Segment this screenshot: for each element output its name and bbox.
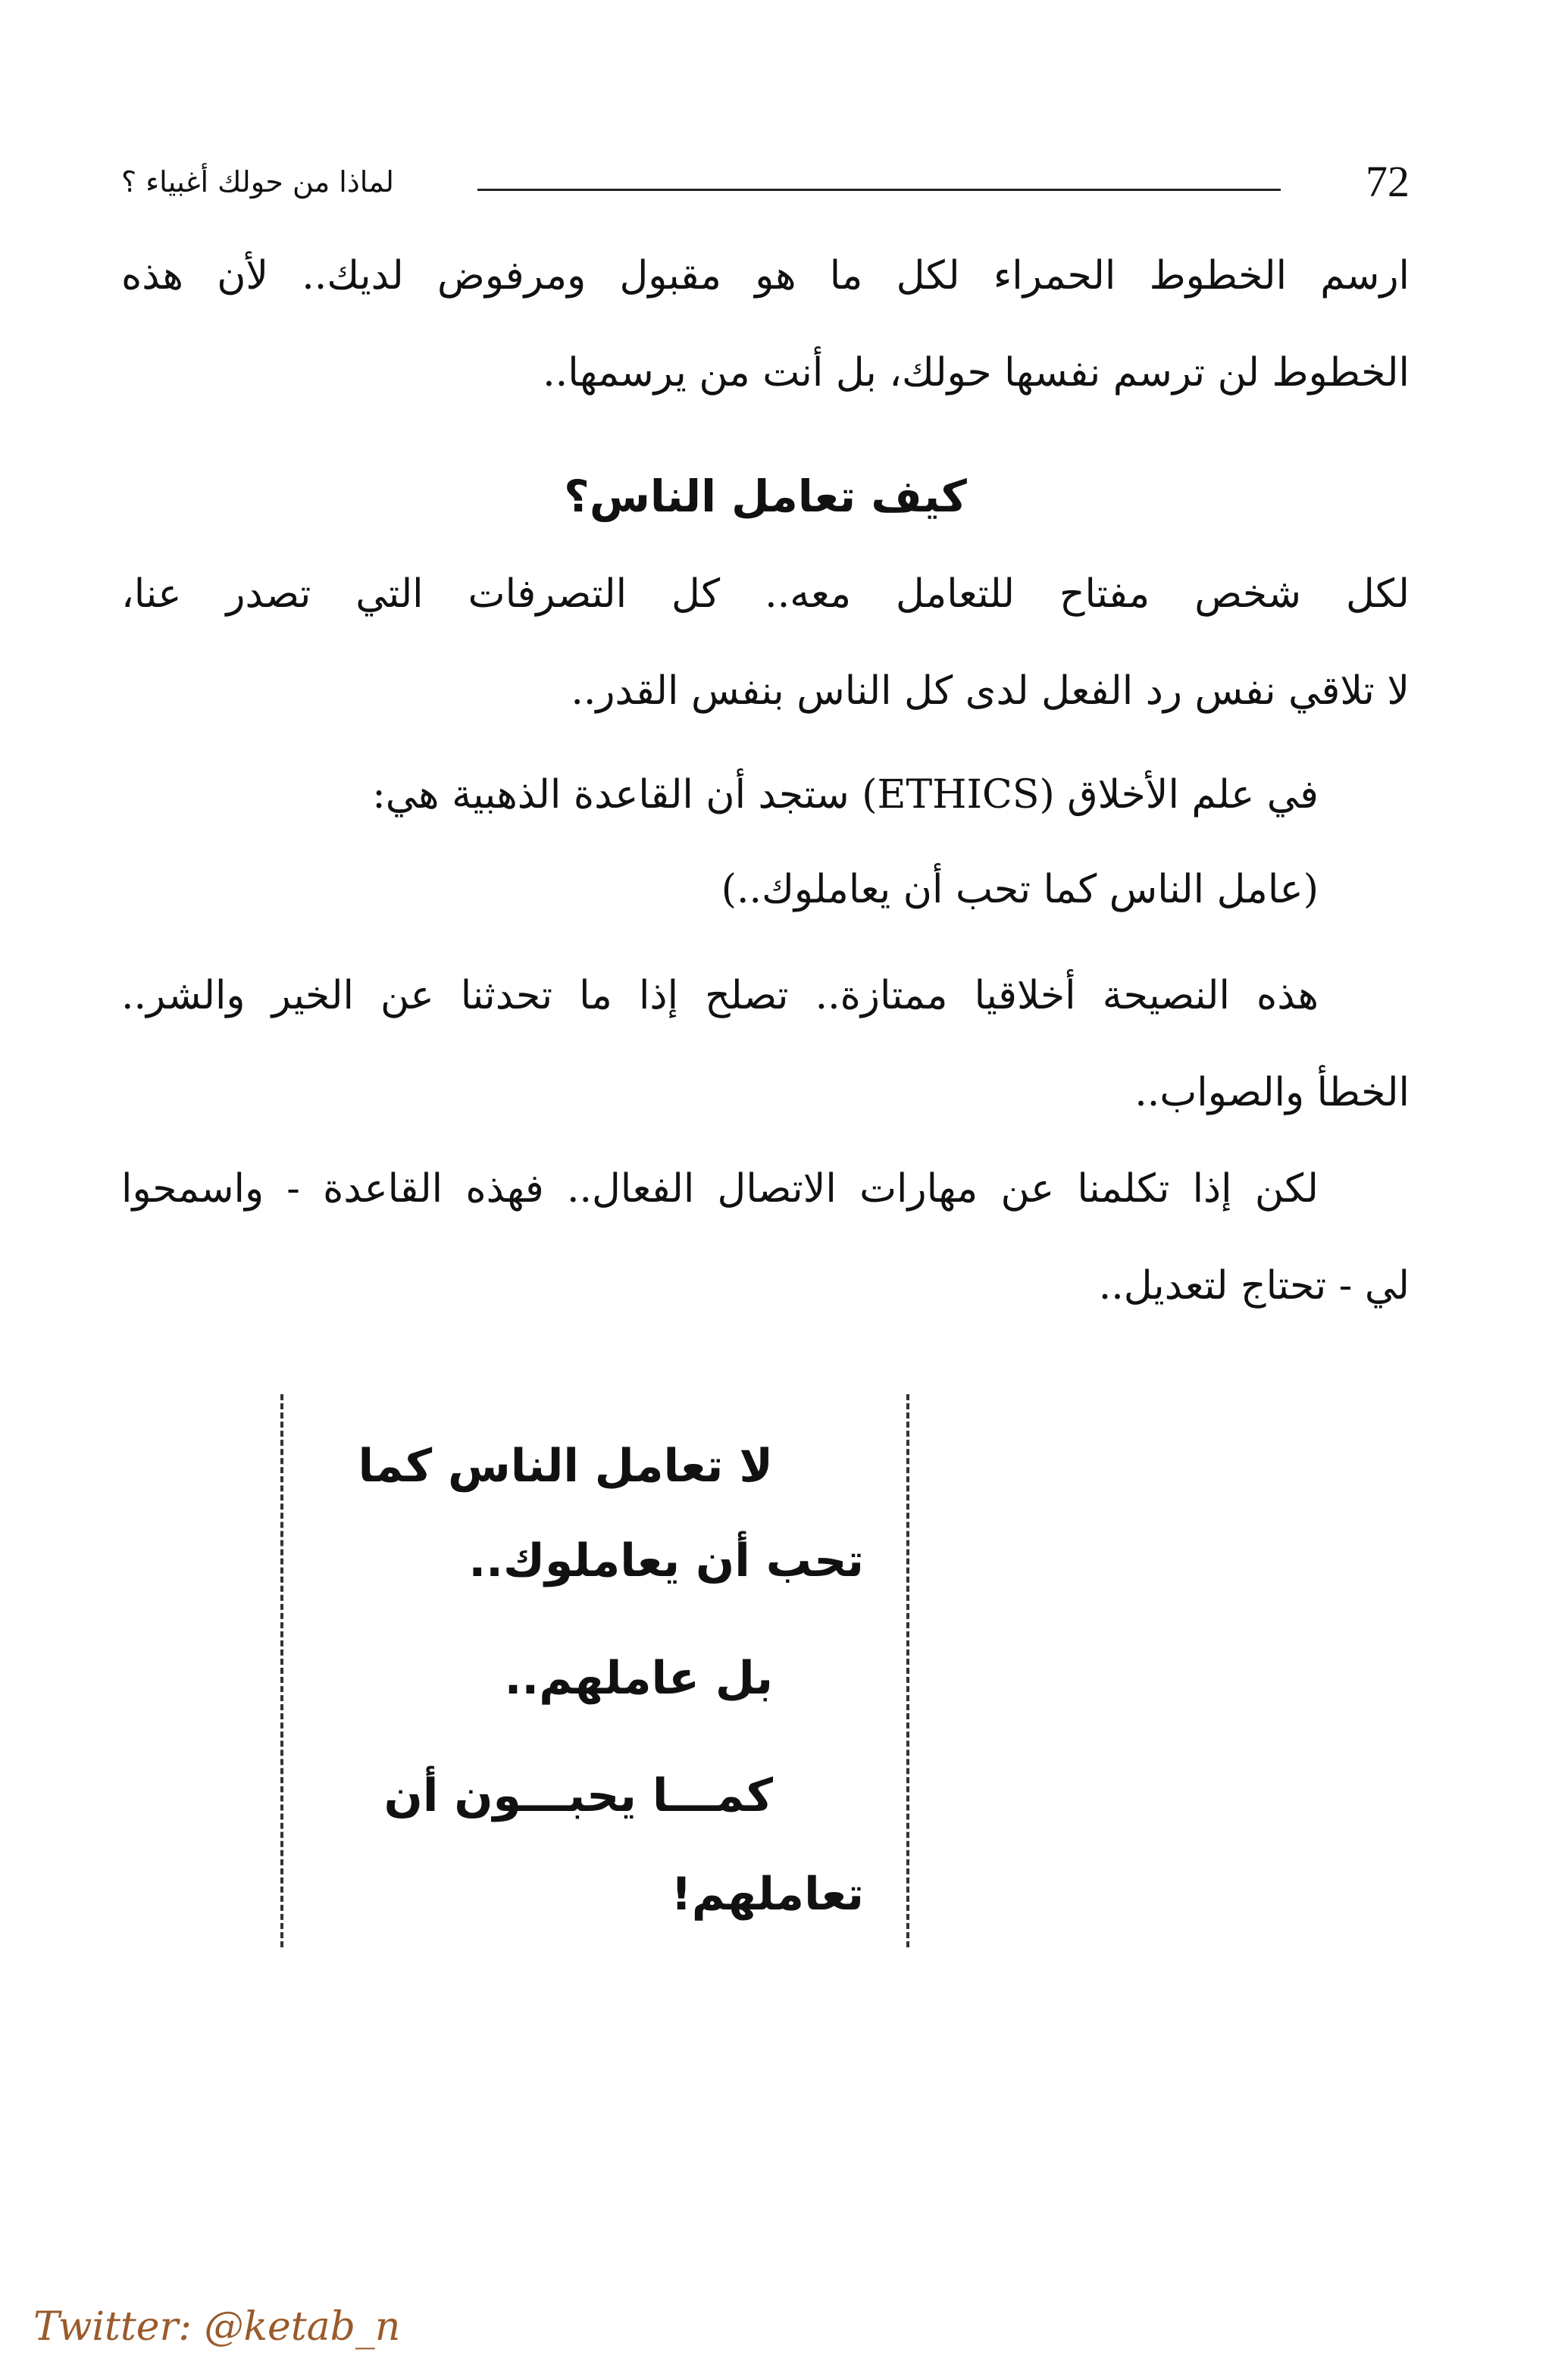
paragraph-1 — [121, 546, 1410, 740]
quote-line: تعاملهم! — [671, 1868, 864, 1921]
paragraph-5 — [121, 1140, 1410, 1334]
text-line: لا تلاقي نفس رد الفعل لدى كل الناس بنفس القدر.. — [571, 668, 1410, 714]
quote-border-left — [280, 1394, 283, 1947]
page-number: 72 — [1366, 157, 1410, 206]
intro-paragraph — [121, 227, 1410, 421]
paragraph-2 — [121, 746, 1410, 843]
text-line: ارسم الخطوط الحمراء لكل ما هو مقبول ومرفوض لديك.. لأن هذه — [121, 253, 1410, 299]
header-rule — [477, 189, 1281, 191]
quote-text — [326, 1394, 864, 1947]
text-line: لكن إذا تكلمنا عن مهارات الاتصال الفعال.. فهذه القاعدة - واسمحوا — [121, 1166, 1319, 1212]
quote-border-right — [906, 1394, 909, 1947]
text-line: (عامل الناس كما تحب أن يعاملوك..) — [721, 867, 1319, 912]
text-line: لكل شخص مفتاح للتعامل معه.. كل التصرفات التي تصدر عنا، — [121, 571, 1410, 617]
paragraph-3 — [121, 841, 1410, 938]
text-line: لي - تحتاج لتعديل.. — [1098, 1263, 1410, 1309]
quote-line: بل عاملهم.. — [504, 1652, 773, 1705]
quote-line: كمـــا يحبـــون أن — [383, 1769, 773, 1822]
section-heading: كيف تعامل الناس؟ — [564, 471, 967, 522]
watermark: Twitter: @ketab_n — [33, 2304, 401, 2350]
quote-box — [280, 1394, 909, 1947]
running-header — [121, 155, 1410, 208]
text-line: في علم الأخلاق (ETHICS) ستجد أن القاعدة الذهبية هي: — [372, 772, 1319, 818]
paragraph-4 — [121, 947, 1410, 1141]
text-line: هذه النصيحة أخلاقيا ممتازة.. تصلح إذا ما تحدثنا عن الخير والشر.. — [121, 973, 1319, 1018]
text-line: الخطوط لن ترسم نفسها حولك، بل أنت من يرسمها.. — [543, 350, 1410, 396]
text-line: الخطأ والصواب.. — [1134, 1070, 1410, 1115]
quote-line: تحب أن يعاملوك.. — [468, 1534, 864, 1587]
running-title: لماذا من حولك أغبياء ؟ — [121, 165, 394, 199]
quote-line: لا تعامل الناس كما — [358, 1440, 773, 1493]
